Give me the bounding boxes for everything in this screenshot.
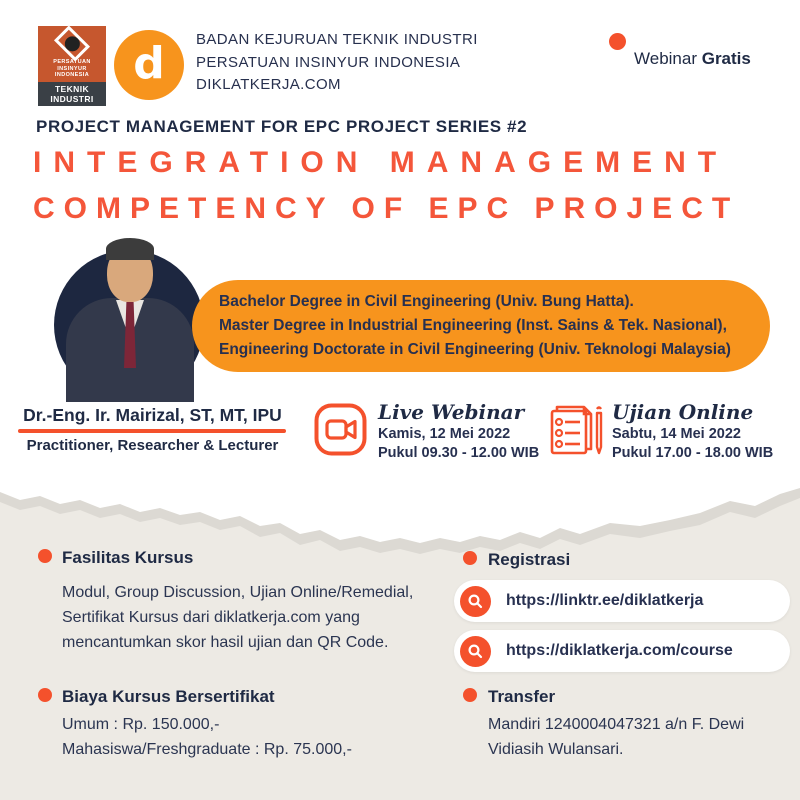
credential-line: Master Degree in Industrial Engineering (Inst. Sains & Tek. Nasional), xyxy=(219,317,727,334)
event-date: Kamis, 12 Mei 2022 xyxy=(378,426,511,442)
speaker-name-underline xyxy=(18,429,286,433)
webinar-gratis-badge: Webinar Gratis xyxy=(634,49,751,68)
bullet-dot-icon xyxy=(38,549,52,563)
transfer-body: Mandiri 1240004047321 a/n F. Dewi Vidiasih Wulansari. xyxy=(488,716,745,758)
speaker-name: Dr.-Eng. Ir. Mairizal, ST, MT, IPU xyxy=(23,405,282,425)
event-time: Pukul 09.30 - 12.00 WIB xyxy=(378,445,540,461)
speaker-role: Practitioner, Researcher & Lecturer xyxy=(26,437,279,454)
speaker-photo xyxy=(50,236,208,402)
registrasi-heading: Registrasi xyxy=(488,550,571,569)
organization-name xyxy=(196,29,478,97)
diklatkerja-logo xyxy=(114,30,184,100)
registration-url: https://diklatkerja.com/course xyxy=(506,642,733,659)
fasilitas-heading: Fasilitas Kursus xyxy=(62,548,194,567)
video-camera-icon xyxy=(314,403,367,461)
search-icon xyxy=(460,636,491,667)
badge-dot-icon xyxy=(609,33,626,50)
bullet-dot-icon xyxy=(463,551,477,565)
bullet-dot-icon xyxy=(463,688,477,702)
event-date: Sabtu, 14 Mei 2022 xyxy=(612,426,741,442)
exam-checklist-icon xyxy=(548,403,606,464)
event-title-ujian-online: Ujian Online xyxy=(612,400,754,424)
biaya-line-umum: Umum : Rp. 150.000,- xyxy=(62,716,220,733)
fasilitas-body: Modul, Group Discussion, Ujian Online/Remedial, Sertifikat Kursus dari diklatkerja.com yang mencantumkan skor hasil ujian dan QR Code. xyxy=(62,584,414,651)
event-title-live-webinar: Live Webinar xyxy=(378,400,525,424)
registration-url: https://linktr.ee/diklatkerja xyxy=(506,592,704,609)
transfer-heading: Transfer xyxy=(488,687,556,706)
main-title-line2: COMPETENCY OF EPC PROJECT xyxy=(33,192,740,225)
org-line: PERSATUAN INSINYUR INDONESIA xyxy=(196,53,461,71)
credential-line: Bachelor Degree in Civil Engineering (Univ. Bung Hatta). xyxy=(219,293,634,310)
main-title-line1: INTEGRATION MANAGEMENT xyxy=(33,146,729,179)
credential-line: Engineering Doctorate in Civil Engineering (Univ. Teknologi Malaysia) xyxy=(219,341,731,358)
pii-diamond-icon xyxy=(54,25,90,61)
speaker-credentials-bubble xyxy=(192,280,770,372)
bullet-dot-icon xyxy=(38,688,52,702)
registration-link-course[interactable] xyxy=(454,630,790,672)
pii-logo-text: PERSATUAN INSINYUR INDONESIA xyxy=(53,59,91,78)
event-time: Pukul 17.00 - 18.00 WIB xyxy=(612,445,774,461)
biaya-line-mahasiswa: Mahasiswa/Freshgraduate : Rp. 75.000,- xyxy=(62,741,352,758)
torn-paper-edge xyxy=(0,468,800,558)
org-line: BADAN KEJURUAN TEKNIK INDUSTRI xyxy=(196,31,478,48)
diklatkerja-logo-letter: d xyxy=(133,37,165,89)
biaya-heading: Biaya Kursus Bersertifikat xyxy=(62,687,275,706)
search-icon xyxy=(460,586,491,617)
pii-teknik-industri-logo xyxy=(38,26,106,104)
pii-logo-box-text: TEKNIK INDUSTRI xyxy=(38,82,106,106)
series-subtitle: PROJECT MANAGEMENT FOR EPC PROJECT SERIES #2 xyxy=(36,117,528,136)
registration-link-linktree[interactable] xyxy=(454,580,790,622)
org-line: DIKLATKERJA.COM xyxy=(196,76,341,93)
